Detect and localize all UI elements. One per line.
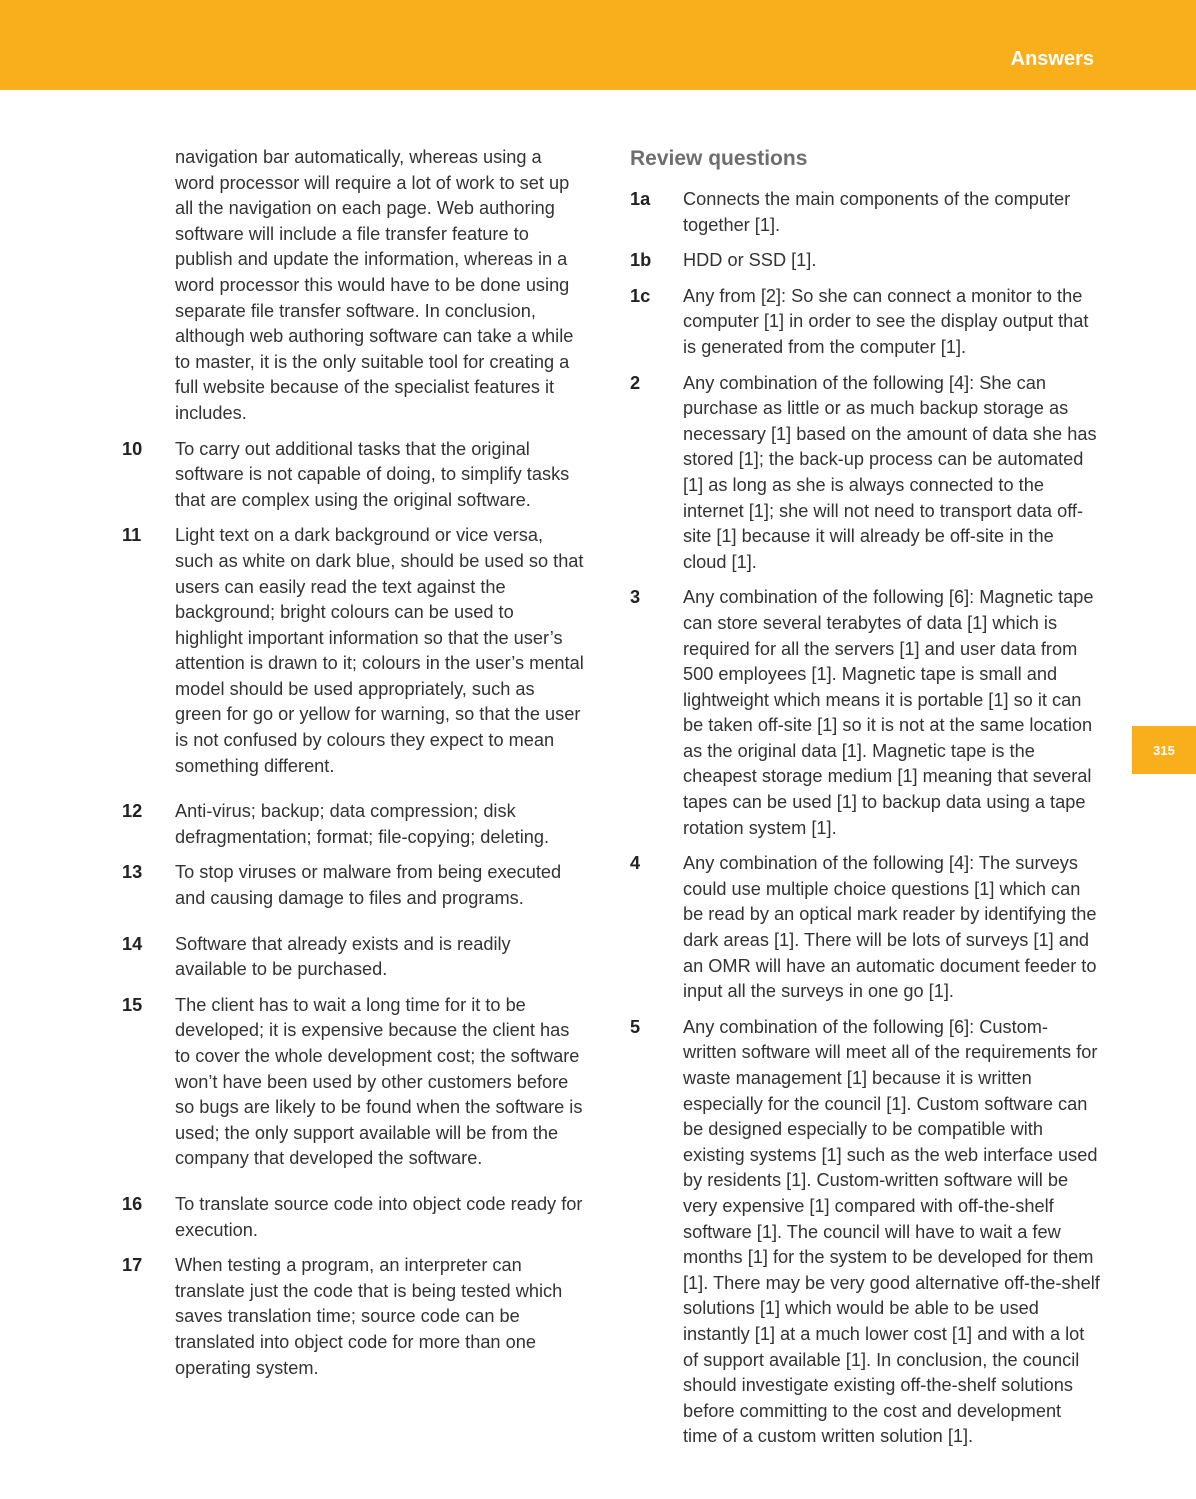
- answer-item-2: [630, 371, 1100, 576]
- answer-item-1b: [630, 248, 1100, 274]
- answer-text: Anti-virus; backup; data compression; disk defragmentation; format; file-copying; deleting.: [175, 801, 550, 847]
- answer-text: Any combination of the following [4]: She can purchase as little or as much backup storage as necessary [1] based on the amount of data she has stored [1]; the back-up process can be automated [1] as long as she is always connected to the internet [1]; she will not need to transport data off-site [1] because it will already be off-site in the cloud [1].: [683, 372, 1097, 572]
- answer-number: 2: [630, 372, 641, 393]
- answer-number: 11: [122, 525, 142, 546]
- answer-item-17: [122, 1253, 584, 1381]
- answer-number: 3: [630, 587, 641, 608]
- answer-text: Any combination of the following [6]: Magnetic tape can store several terabytes of data [1] which is required for all the servers [1] and user data from 500 employees [1]. Magnetic tape is small and lightweight which means it is portable [1] so it can be taken off-site [1] so it is not at the same location as the original data [1]. Magnetic tape is the cheapest storage medium [1] meaning that several tapes can be used [1] to backup data using a tape rotation system [1].: [683, 587, 1094, 838]
- answer-text: To translate source code into object code ready for execution.: [175, 1193, 583, 1240]
- answer-number: 14: [122, 933, 143, 954]
- answer-item-13: [122, 860, 584, 911]
- answer-number: 13: [122, 862, 143, 883]
- answer-item-11: [122, 523, 584, 779]
- answer-text: Software that already exists and is readily available to be purchased.: [175, 933, 511, 980]
- page-number-tab: [1132, 726, 1196, 774]
- answer-item-1a: [630, 187, 1100, 238]
- answer-text: Light text on a dark background or vice versa, such as white on dark blue, should be used so that users can easily read the text against the background; bright colours can be used to highlight important information so that the user’s attention is drawn to it; colours in the user’s mental model should be used appropriately, such as green for go or yellow for warning, so that the user is not confused by colours they expect to mean something different.: [175, 525, 584, 776]
- answer-text: Any combination of the following [6]: Custom-written software will meet all of the requirements for waste management [1] because it is written especially for the council [1]. Custom software can be designed especially to be compatible with existing systems [1] such as the web interface used by residents [1]. Custom-written software will be very expensive [1] compared with off-the-shelf software [1]. The council will have to wait a few months [1] for the system to be developed for them [1]. There may be very good alternative off-the-shelf solutions [1] which would be able to be used instantly [1] at a much lower cost [1] and with a lot of support available [1]. In conclusion, the council should investigate existing off-the-shelf solutions before committing to the cost and development time of a custom written solution [1].: [683, 1016, 1100, 1447]
- right-column: [630, 145, 1100, 1460]
- section-heading: Review questions: [630, 147, 808, 170]
- answer-number: 17: [122, 1255, 143, 1276]
- answer-item-14: [122, 932, 584, 983]
- answer-number: 16: [122, 1193, 143, 1214]
- answer-text: Any from [2]: So she can connect a monitor to the computer [1] in order to see the display output that is generated from the computer [1].: [683, 285, 1089, 357]
- answer-number: 10: [122, 438, 143, 459]
- answer-item-5: [630, 1015, 1100, 1450]
- left-column: [122, 145, 584, 1391]
- header-title: Answers: [1010, 48, 1094, 70]
- answer-number: 12: [122, 801, 143, 822]
- answer-number: 1a: [630, 189, 651, 209]
- page-number: 315: [1153, 742, 1175, 758]
- answer-text: The client has to wait a long time for it to be developed; it is expensive because the client has to cover the whole development cost; the software won’t have been used by other customers before so bugs are likely to be found when the software is used; the only support available will be from the company that developed the software.: [175, 994, 583, 1169]
- answer-number: 5: [630, 1016, 641, 1037]
- answer-text: HDD or SSD [1].: [683, 250, 817, 271]
- answer-text: To carry out additional tasks that the original software is not capable of doing, to simplify tasks that are complex using the original software.: [175, 438, 570, 510]
- answer-item-1c: [630, 284, 1100, 361]
- answer-text: To stop viruses or malware from being executed and causing damage to files and programs.: [175, 862, 562, 909]
- answer-item-4: [630, 851, 1100, 1005]
- answer-text: Connects the main components of the computer together [1].: [683, 189, 1071, 235]
- answer-number: 15: [122, 994, 143, 1015]
- answer-item-15: [122, 993, 584, 1172]
- answer-item-16: [122, 1192, 584, 1243]
- header-band: [0, 0, 1196, 90]
- answer-item-3: [630, 585, 1100, 841]
- answer-item-10: [122, 437, 584, 514]
- answer-text: Any combination of the following [4]: The surveys could use multiple choice questions [1] which can be read by an optical mark reader by identifying the dark areas [1]. There will be lots of surveys [1] and an OMR will have an automatic document feeder to input all the surveys in one go [1].: [683, 853, 1097, 1002]
- continuation-paragraph: navigation bar automatically, whereas using a word processor will require a lot of work to set up all the navigation on each page. Web authoring software will include a file transfer feature to publish and update the information, whereas in a word processor this would have to be done using separate file transfer software. In conclusion, although web authoring software can take a while to master, it is the only suitable tool for creating a full website because of the specialist features it includes.: [175, 147, 574, 423]
- answer-number: 4: [630, 853, 641, 874]
- answer-item-12: [122, 799, 584, 850]
- answer-number: 1c: [630, 285, 651, 306]
- answer-text: When testing a program, an interpreter can translate just the code that is being tested which saves translation time; source code can be translated into object code for more than one operating system.: [175, 1255, 563, 1378]
- answer-number: 1b: [630, 250, 652, 271]
